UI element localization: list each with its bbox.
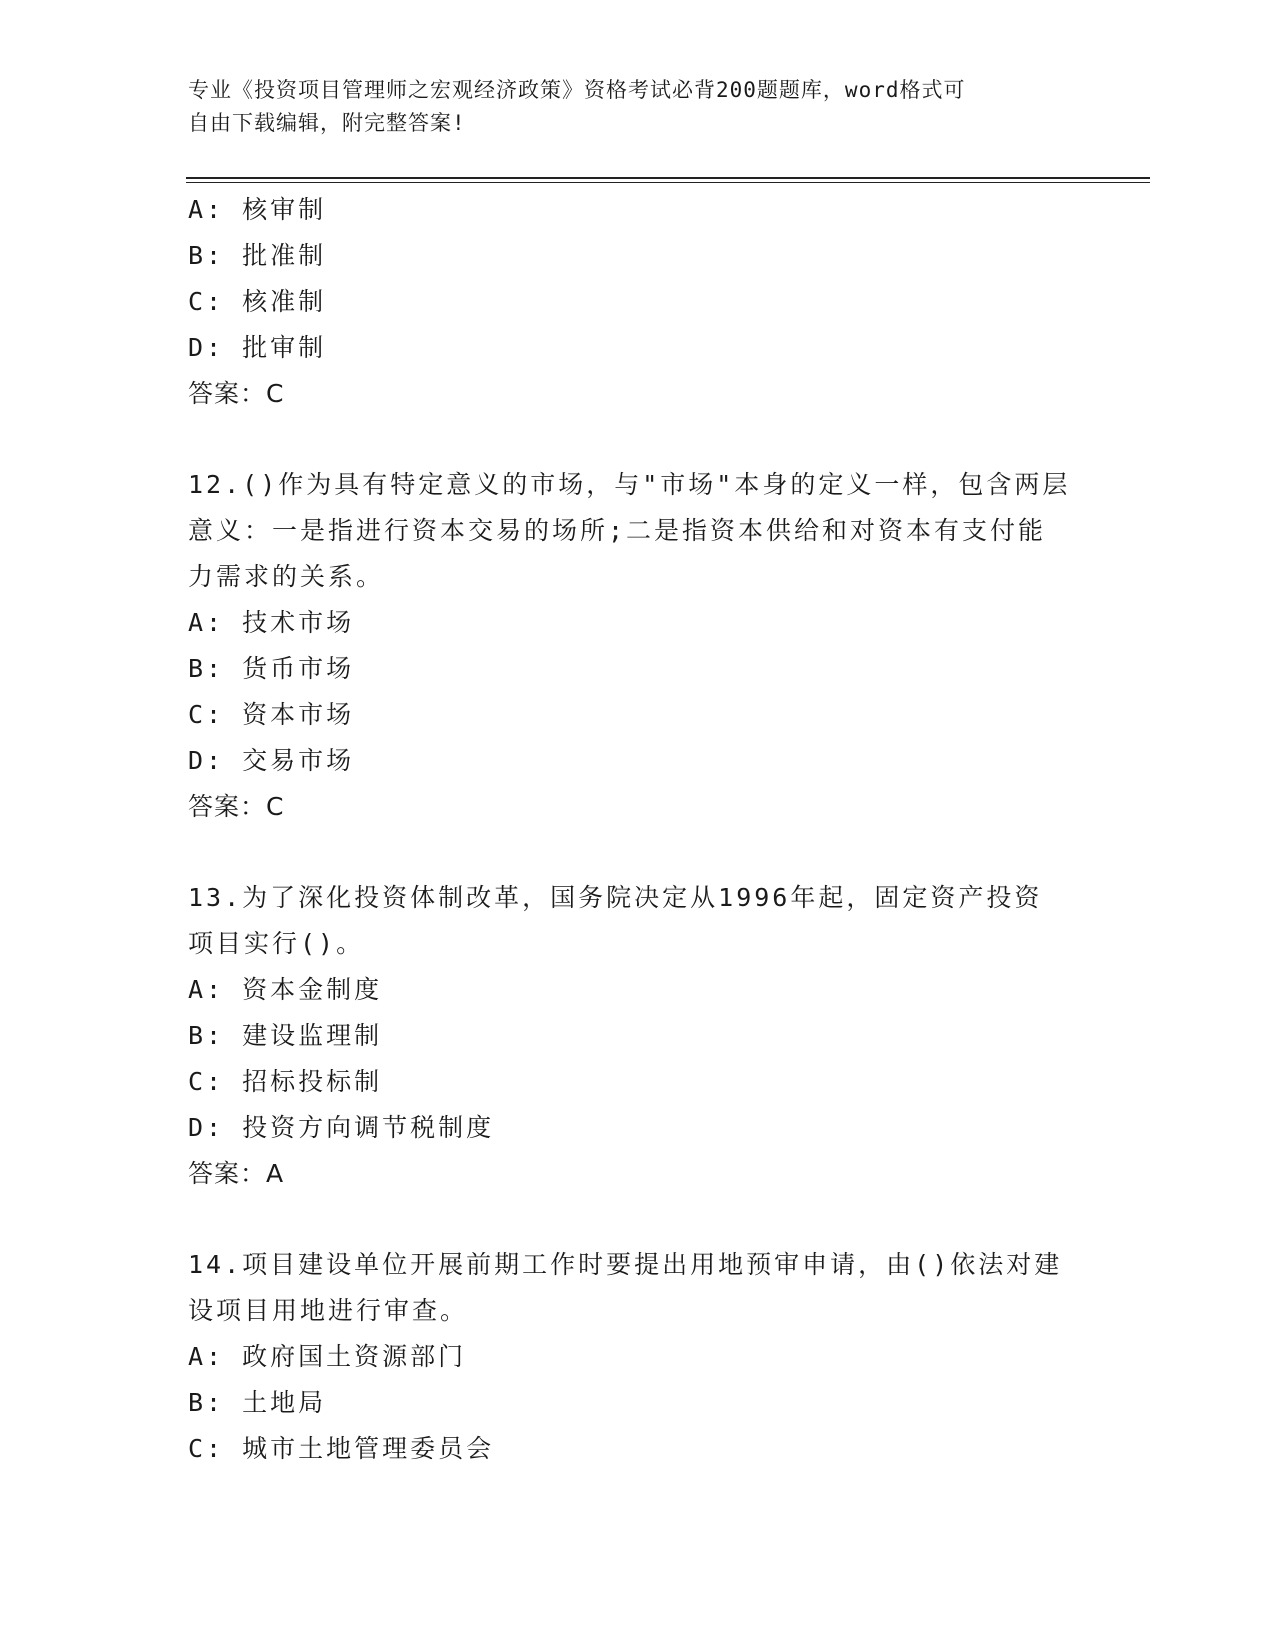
question-text-line: 项目实行()。	[188, 929, 365, 958]
answer: 答案：C	[188, 792, 285, 821]
option-c: C: 核准制	[188, 287, 327, 316]
question-13	[188, 875, 1088, 1197]
question-list	[188, 187, 1088, 1472]
header-rule-thin	[186, 182, 1150, 183]
header-rule-thick	[186, 177, 1150, 179]
question-11-options	[188, 187, 1088, 417]
option-b: B: 建设监理制	[188, 1021, 383, 1050]
option-b: B: 批准制	[188, 241, 327, 270]
question-text-line: 12.()作为具有特定意义的市场，与"市场"本身的定义一样，包含两层	[188, 470, 1071, 499]
option-d: D: 交易市场	[188, 746, 355, 775]
option-a: A: 政府国土资源部门	[188, 1342, 467, 1371]
answer: 答案：A	[188, 1159, 285, 1188]
option-b: B: 货币市场	[188, 654, 355, 683]
option-d: D: 投资方向调节税制度	[188, 1113, 495, 1142]
option-b: B: 土地局	[188, 1388, 327, 1417]
document-header	[188, 74, 1068, 140]
option-a: A: 技术市场	[188, 608, 355, 637]
option-c: C: 招标投标制	[188, 1067, 383, 1096]
question-12	[188, 462, 1088, 830]
question-text-line: 13.为了深化投资体制改革，国务院决定从1996年起，固定资产投资	[188, 883, 1043, 912]
option-c: C: 资本市场	[188, 700, 355, 729]
answer: 答案：C	[188, 379, 285, 408]
question-14	[188, 1242, 1088, 1472]
question-text-line: 力需求的关系。	[188, 562, 385, 591]
question-text-line: 设项目用地进行审查。	[188, 1296, 469, 1325]
option-a: A: 资本金制度	[188, 975, 383, 1004]
option-c: C: 城市土地管理委员会	[188, 1434, 495, 1463]
question-text-line: 14.项目建设单位开展前期工作时要提出用地预审申请，由()依法对建	[188, 1250, 1063, 1279]
option-a: A: 核审制	[188, 195, 327, 224]
header-line-2: 自由下载编辑，附完整答案!	[188, 111, 466, 135]
option-d: D: 批审制	[188, 333, 327, 362]
question-text-line: 意义：一是指进行资本交易的场所;二是指资本供给和对资本有支付能	[188, 516, 1047, 545]
header-line-1: 专业《投资项目管理师之宏观经济政策》资格考试必背200题题库，word格式可	[188, 78, 966, 102]
